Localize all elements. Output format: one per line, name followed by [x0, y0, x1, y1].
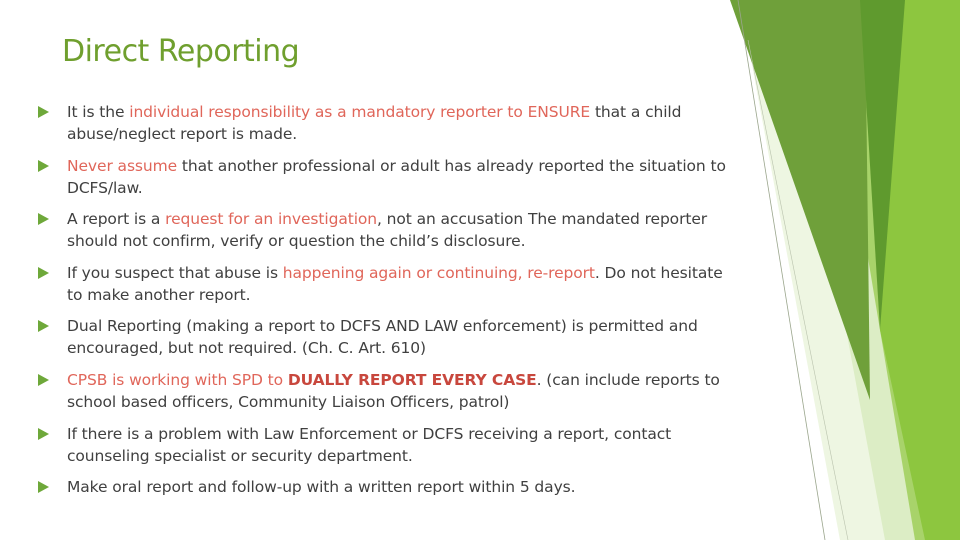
bullet-text-segment: Make oral report and follow-up with a written report within 5 days.: [67, 478, 576, 497]
bullet-item: [38, 369, 738, 423]
bullet-text-segment: . (can include reports to school based officers, Community Liaison Officers, patrol): [67, 370, 720, 411]
bullet-text: [67, 425, 671, 465]
bullet-item: [38, 262, 738, 316]
triangle-arrow-icon: [38, 481, 49, 493]
bullet-text: [67, 210, 707, 250]
bullet-list: [38, 101, 738, 530]
bullet-text-segment: happening again or continuing, re-report: [282, 263, 595, 282]
bullet-item: [38, 208, 738, 262]
bullet-text: [67, 103, 681, 143]
bullet-text: [67, 478, 575, 496]
triangle-arrow-icon: [38, 160, 49, 172]
bullet-item: [38, 315, 738, 369]
bullet-text: [67, 264, 723, 304]
bullet-text: [67, 157, 726, 197]
bullet-text-segment: that another professional or adult has already reported the situation to DCFS/law.: [67, 156, 726, 197]
triangle-arrow-icon: [38, 374, 49, 386]
bullet-text: [67, 371, 720, 411]
bullet-text-segment: If you suspect that abuse is: [67, 263, 283, 282]
triangle-arrow-icon: [38, 320, 49, 332]
green-geometric-decoration: [730, 0, 960, 540]
slide-title: Direct Reporting: [62, 34, 300, 69]
bullet-text-segment: individual responsibility as a mandatory reporter to ENSURE: [129, 103, 591, 121]
bullet-text-segment: Never assume: [67, 156, 178, 175]
bullet-text-segment: CPSB is working with SPD to: [67, 370, 288, 389]
bullet-text-segment: If there is a problem with Law Enforcement or DCFS receiving a report, contact counseling specialist or security department.: [67, 424, 672, 465]
triangle-arrow-icon: [38, 428, 49, 440]
bullet-text-segment: A report is a: [67, 210, 166, 229]
bullet-text: [67, 317, 698, 357]
bullet-text-segment: that a child abuse/neglect report is made.: [67, 103, 682, 143]
bullet-text-segment: request for an investigation: [165, 210, 378, 229]
bullet-text-segment: Dual Reporting (making a report to DCFS AND LAW enforcement) is permitted and encouraged, but not required. (Ch. C. Art. 610): [67, 317, 698, 358]
bullet-item: [38, 423, 738, 477]
bullet-text-segment: . Do not hesitate to make another report.: [67, 263, 723, 304]
triangle-arrow-icon: [38, 213, 49, 225]
bullet-text-segment: DUALLY REPORT EVERY CASE: [287, 370, 537, 389]
bullet-text-segment: It is the: [67, 103, 130, 121]
triangle-arrow-icon: [38, 267, 49, 279]
triangle-arrow-icon: [38, 106, 49, 118]
bullet-text-segment: , not an accusation The mandated reporter should not confirm, verify or question the child’s disclosure.: [67, 210, 708, 251]
bullet-item: [38, 101, 738, 155]
deco-dark-green: [730, 0, 870, 400]
bullet-item: [38, 476, 738, 530]
bullet-item: [38, 155, 738, 209]
